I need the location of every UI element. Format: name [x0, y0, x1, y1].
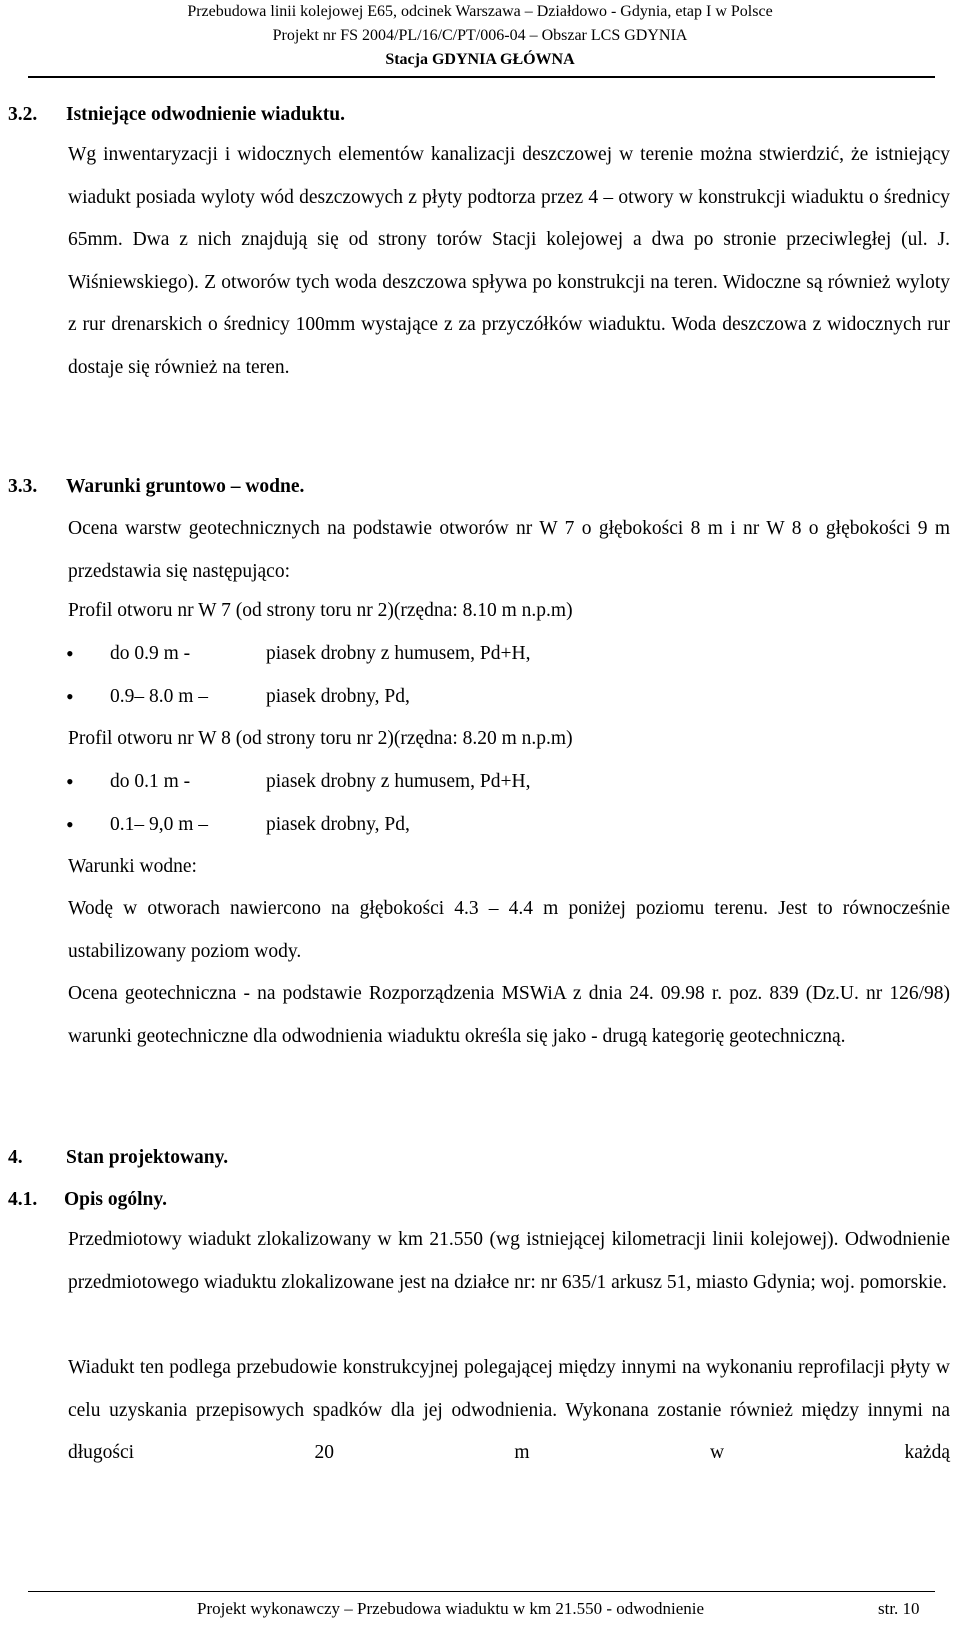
- bullet-icon: •: [66, 812, 74, 837]
- water-conditions-text: Wodę w otworach nawiercono na głębokości 4.3 – 4.4 m poniżej poziomu terenu. Jest to równocześnie ustabilizowany poziom wody.: [68, 898, 950, 962]
- water-conditions-label: Warunki wodne:: [68, 856, 197, 877]
- bullet-icon: •: [66, 684, 74, 709]
- section-title: Istniejące odwodnienie wiaduktu.: [66, 104, 345, 125]
- section-number: 4.1.: [8, 1189, 38, 1210]
- profile-2-title: Profil otworu nr W 8 (od strony toru nr 2)(rzędna: 8.20 m n.p.m): [68, 728, 573, 749]
- section-title: Stan projektowany.: [66, 1147, 229, 1168]
- header-line-2: Projekt nr FS 2004/PL/16/C/PT/006-04 – Obszar LCS GDYNIA: [272, 27, 688, 44]
- soil-description: piasek drobny z humusem, Pd+H,: [266, 771, 531, 792]
- section-4-1-paragraph-2: Wiadukt ten podlega przebudowie konstrukcyjnej polegającej między innymi na wykonaniu reprofilacji płyty w celu uzyskania przepisowych spadków dla jej odwodnienia. Wykonana zostanie również między innymi na długości 20 m w każdą: [68, 1357, 950, 1463]
- soil-description: piasek drobny, Pd,: [266, 686, 410, 707]
- header-divider: [28, 76, 935, 78]
- depth-range: 0.9– 8.0 m –: [110, 686, 209, 707]
- section-number: 3.2.: [8, 104, 38, 125]
- footer-text: Projekt wykonawczy – Przebudowa wiaduktu w km 21.550 - odwodnienie: [197, 1599, 705, 1618]
- section-4-1-paragraph-1: Przedmiotowy wiadukt zlokalizowany w km 21.550 (wg istniejącej kilometracji linii kolejowej). Odwodnienie przedmiotowego wiaduktu zlokalizowane jest na działce nr: nr 635/1 arkusz 51, miasto Gdynia; woj. pomorskie.: [68, 1229, 950, 1293]
- geotechnical-assessment: Ocena geotechniczna - na podstawie Rozporządzenia MSWiA z dnia 24. 09.98 r. poz. 839 (Dz.U. nr 126/98) warunki geotechniczne dla odwodnienia wiaduktu określa się jako - drugą kategorię geotechniczną.: [68, 983, 950, 1047]
- bullet-icon: •: [66, 769, 74, 794]
- depth-range: do 0.9 m -: [110, 643, 191, 664]
- depth-range: do 0.1 m -: [110, 771, 191, 792]
- footer-divider: [28, 1591, 935, 1592]
- section-3-3-intro: Ocena warstw geotechnicznych na podstawie otworów nr W 7 o głębokości 8 m i nr W 8 o głębokości 9 m przedstawia się następująco:: [68, 518, 950, 582]
- soil-description: piasek drobny, Pd,: [266, 814, 410, 835]
- header-line-1: Przebudowa linii kolejowej E65, odcinek Warszawa – Działdowo - Gdynia, etap I w Polsce: [187, 3, 773, 20]
- section-title: Opis ogólny.: [64, 1189, 167, 1210]
- section-number: 4.: [8, 1147, 23, 1168]
- profile-1-title: Profil otworu nr W 7 (od strony toru nr 2)(rzędna: 8.10 m n.p.m): [68, 600, 573, 621]
- section-3-2-text: Wg inwentaryzacji i widocznych elementów kanalizacji deszczowej w terenie można stwierdzić, że istniejący wiadukt posiada wyloty wód deszczowych z płyty podtorza przez 4 – otwory w konstrukcji wiaduktu o średnicy 65mm. Dwa z nich znajdują się od strony torów Stacji kolejowej a dwa po stronie przeciwległej (ul. J. Wiśniewskiego). Z otworów tych woda deszczowa spływa po konstrukcji na teren. Widoczne są również wyloty z rur drenarskich o średnicy 100mm wystające z za przyczółków wiaduktu. Woda deszczowa z widocznych rur dostaje się również na teren.: [68, 144, 950, 378]
- bullet-icon: •: [66, 641, 74, 666]
- header-line-3: Stacja GDYNIA GŁÓWNA: [385, 51, 575, 68]
- page-number: str. 10: [878, 1599, 920, 1618]
- depth-range: 0.1– 9,0 m –: [110, 814, 209, 835]
- soil-description: piasek drobny z humusem, Pd+H,: [266, 643, 531, 664]
- section-title: Warunki gruntowo – wodne.: [66, 476, 305, 497]
- section-number: 3.3.: [8, 476, 38, 497]
